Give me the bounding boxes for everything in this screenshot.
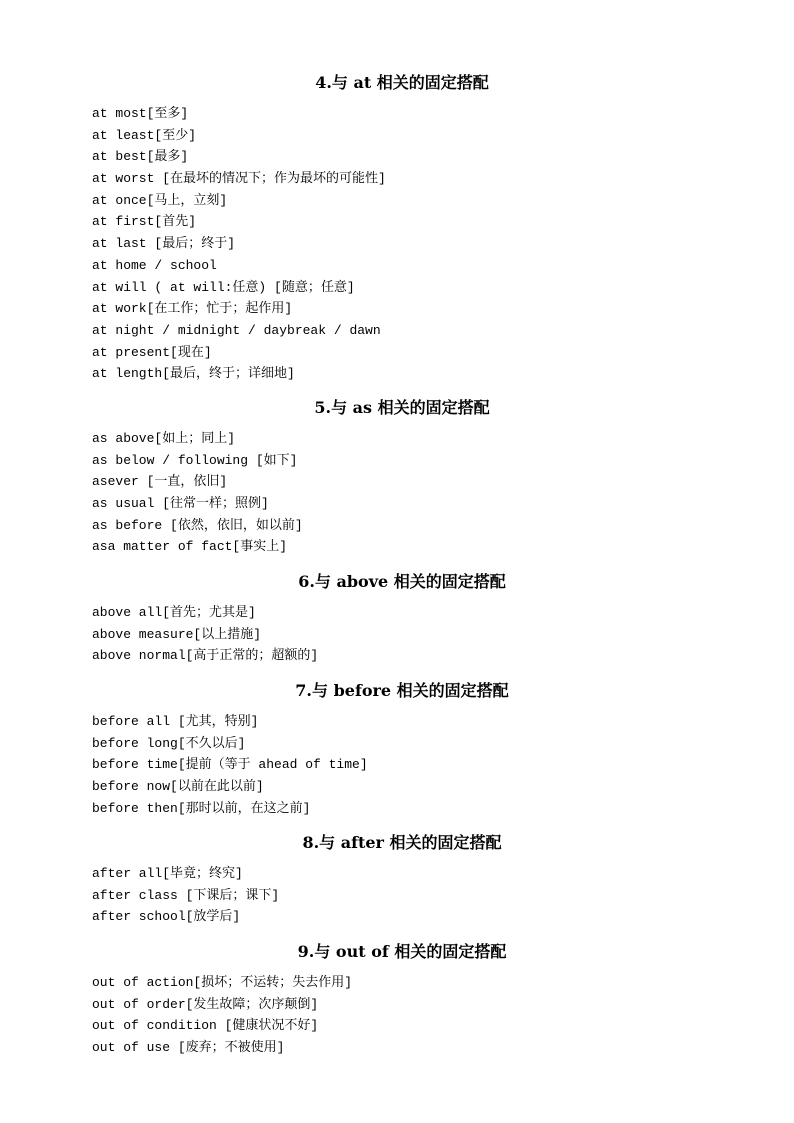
phrase-list <box>92 602 712 667</box>
phrase-item: above normal[高于正常的；超额的] <box>92 648 319 664</box>
phrase-item: at night / midnight / daybreak / dawn <box>92 322 381 338</box>
phrase-list <box>92 863 712 928</box>
phrase-item: at will ( at will:任意) [随意；任意] <box>92 279 355 295</box>
phrase-item: asa matter of fact[事实上] <box>92 539 288 555</box>
phrase-item: at once[马上，立刻] <box>92 192 228 208</box>
phrase-list <box>92 428 712 558</box>
phrase-list <box>92 103 712 385</box>
section-heading: 7.与 before 相关的固定搭配 <box>295 681 509 700</box>
section-heading: 6.与 above 相关的固定搭配 <box>298 572 506 591</box>
phrase-item: at present[现在] <box>92 344 212 360</box>
phrase-item: out of action[损坏；不运转；失去作用] <box>92 975 353 990</box>
phrase-item: after all[毕竟；终究] <box>92 866 243 881</box>
section-before <box>92 679 712 819</box>
phrase-item: after class [下课后；课下] <box>92 887 280 903</box>
phrase-item: as below / following [如下] <box>92 452 298 468</box>
section-after <box>92 831 712 928</box>
section-heading: 4.与 at 相关的固定搭配 <box>315 73 489 92</box>
phrase-list <box>92 711 712 819</box>
phrase-item: as before [依然，依旧，如以前] <box>92 517 303 533</box>
phrase-item: at work[在工作；忙于；起作用] <box>92 301 293 317</box>
section-heading: 8.与 after 相关的固定搭配 <box>302 833 502 852</box>
phrase-item: at most[至多] <box>92 106 189 121</box>
phrase-item: at worst [在最坏的情况下；作为最坏的可能性] <box>92 171 386 187</box>
phrase-item: asever [一直，依旧] <box>92 474 228 490</box>
phrase-item: after school[放学后] <box>92 909 241 925</box>
phrase-item: out of condition [健康状况不好] <box>92 1018 319 1034</box>
phrase-item: before then[那时以前，在这之前] <box>92 800 311 816</box>
phrase-item: above measure[以上措施] <box>92 626 262 642</box>
phrase-item: at first[首先] <box>92 214 197 230</box>
phrase-item: before time[提前（等于 ahead of time] <box>92 757 368 773</box>
phrase-item: as above[如上；同上] <box>92 431 236 446</box>
phrase-list <box>92 972 712 1059</box>
phrase-item: before now[以前在此以前] <box>92 779 264 795</box>
phrase-item: at home / school <box>92 257 217 273</box>
phrase-item: at least[至少] <box>92 127 197 143</box>
phrase-item: out of order[发生故障；次序颠倒] <box>92 996 319 1012</box>
phrase-item: as usual [往常一样；照例] <box>92 496 269 512</box>
section-out-of <box>92 940 712 1059</box>
section-above <box>92 570 712 667</box>
phrase-item: out of use [废弃；不被使用] <box>92 1040 285 1056</box>
phrase-item: at best[最多] <box>92 149 189 165</box>
section-as <box>92 396 712 558</box>
section-heading: 9.与 out of 相关的固定搭配 <box>297 942 507 961</box>
phrase-item: at last [最后；终于] <box>92 236 236 252</box>
phrase-item: above all[首先；尤其是] <box>92 605 256 620</box>
section-heading: 5.与 as 相关的固定搭配 <box>314 398 490 417</box>
section-at <box>92 71 712 385</box>
phrase-item: at length[最后，终于；详细地] <box>92 366 295 382</box>
phrase-item: before long[不久以后] <box>92 735 246 751</box>
phrase-item: before all [尤其，特别] <box>92 714 259 729</box>
